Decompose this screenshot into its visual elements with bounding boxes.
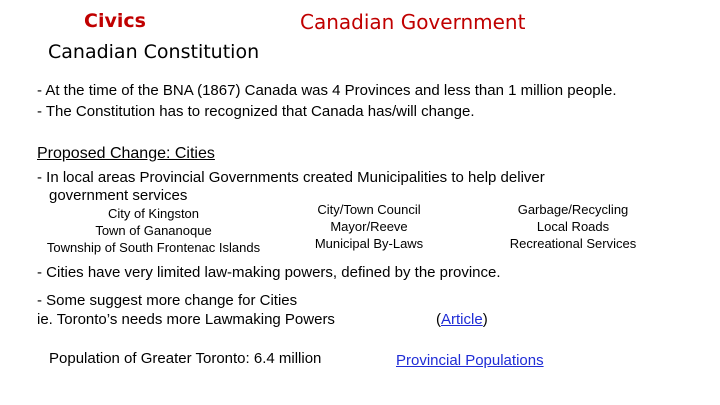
service-item: Garbage/Recycling [517,202,629,217]
municipalities-bullet-line-1: - In local areas Provincial Governments created Municipalities to help deliver [37,169,545,186]
place-item: Town of Gananoque [95,223,212,238]
limited-powers-line: - Cities have very limited law-making powers, defined by the province. [37,264,501,281]
canadian-government-title: Canadian Government [300,10,526,34]
provincial-populations-link[interactable]: Provincial Populations [396,352,544,369]
municipalities-bullet-line-2: government services [49,187,188,204]
article-link[interactable]: Article [441,311,483,328]
service-item: Local Roads [536,219,610,234]
article-close-paren: ) [482,311,488,328]
service-item: Recreational Services [509,236,637,251]
intro-line-1: - At the time of the BNA (1867) Canada was 4 Provinces and less than 1 million people. [37,82,617,99]
more-change-line: - Some suggest more change for Cities [37,292,298,309]
toronto-population: Population of Greater Toronto: 6.4 million [49,350,322,367]
proposed-change-heading: Proposed Change: Cities [37,145,215,162]
places-column [37,205,270,256]
provincial-populations-container [396,352,544,369]
place-item: City of Kingston [107,206,200,221]
government-column [300,201,438,252]
services-column [498,201,648,252]
toronto-powers-line: ie. Toronto’s needs more Lawmaking Powers [37,311,335,328]
government-item: Municipal By-Laws [314,236,424,251]
intro-line-2: - The Constitution has to recognized that Canada has/will change. [37,103,475,120]
article-open-paren: ( [436,311,441,328]
article-reference [436,311,488,328]
civics-title: Civics [84,10,146,32]
government-item: City/Town Council [317,202,421,217]
place-item: Township of South Frontenac Islands [46,240,261,255]
government-item: Mayor/Reeve [330,219,408,234]
page-subtitle: Canadian Constitution [48,41,260,63]
